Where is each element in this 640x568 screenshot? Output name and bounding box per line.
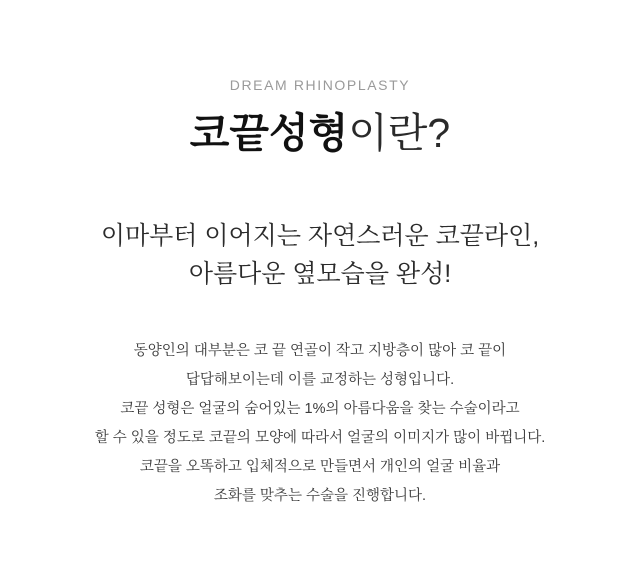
- body-line: 답답해보이는데 이를 교정하는 성형입니다.: [185, 371, 455, 388]
- page-title-strong: 코끝성형: [189, 110, 349, 156]
- page-title-light: 이란?: [348, 110, 451, 156]
- body-line: 코끝 성형은 얼굴의 숨어있는 1%의 아름다움을 찾는 수술이라고: [120, 400, 520, 417]
- section-body-text: [95, 337, 546, 511]
- body-line: 동양인의 대부분은 코 끝 연골이 작고 지방층이 많아 코 끝이: [133, 342, 507, 359]
- page-title: [190, 110, 450, 157]
- subheading-line: 아름다운 옆모습을 완성!: [188, 259, 452, 288]
- body-line: 조화를 맞추는 수술을 진행합니다.: [213, 487, 427, 504]
- body-line: 할 수 있을 정도로 코끝의 모양에 따라서 얼굴의 이미지가 많이 바뀝니다.: [94, 429, 546, 446]
- body-line: 코끝을 오똑하고 입체적으로 만들면서 개인의 얼굴 비율과: [139, 458, 501, 475]
- subheading-line: 이마부터 이어지는 자연스러운 코끝라인,: [100, 221, 540, 250]
- section-subheading: [101, 217, 539, 293]
- section-eyebrow: DREAM RHINOPLASTY: [229, 77, 411, 93]
